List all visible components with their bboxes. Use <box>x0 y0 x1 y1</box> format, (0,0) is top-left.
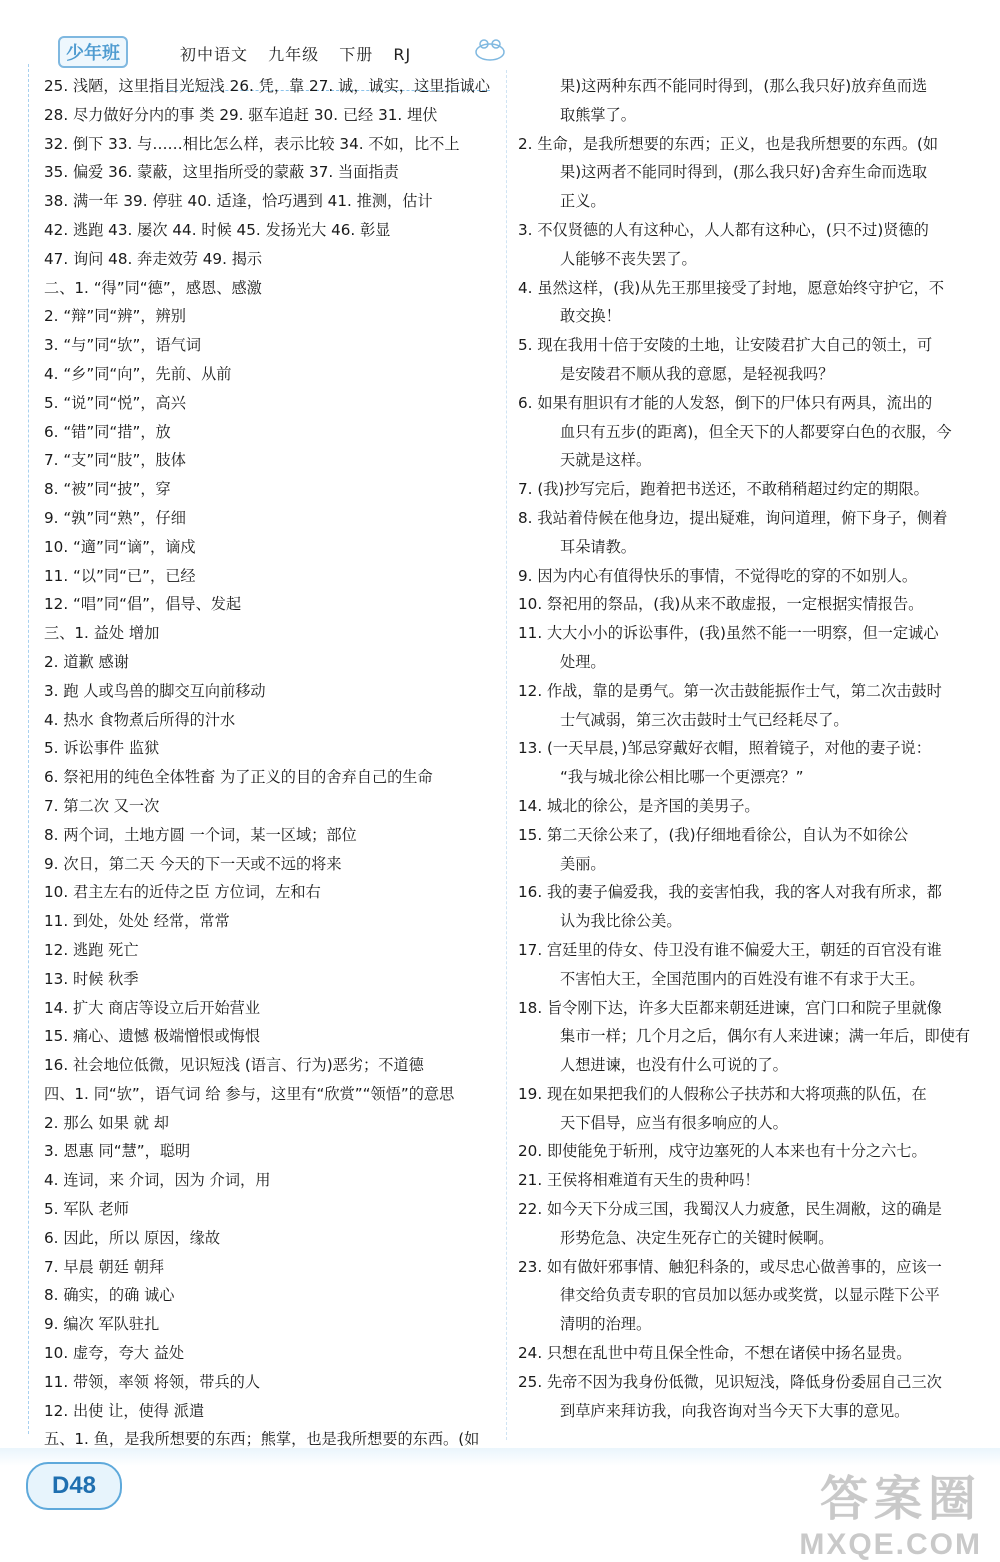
subject-label: 初中语文 <box>180 45 249 64</box>
answer-line: 19. 现在如果把我们的人假称公子扶苏和大将项燕的队伍，在 <box>518 1084 927 1103</box>
answer-line: 2. “辩”同“辨”，辨别 <box>44 307 186 326</box>
answer-line: 士气减弱，第三次击鼓时士气已经耗尽了。 <box>560 710 849 729</box>
answer-line: 14. 扩大 商店等设立后开始营业 <box>44 998 261 1017</box>
answer-line: 28. 尽力做好分内的事 类 29. 驱车追赶 30. 已经 31. 埋伏 <box>44 105 438 124</box>
answer-line: 律交给负责专职的官员加以惩办或奖赏，以显示陛下公平 <box>560 1286 940 1305</box>
answer-line: 认为我比徐公美。 <box>560 912 682 931</box>
answer-line: 不害怕大王，全国范围内的百姓没有谁不有求于大王。 <box>560 969 925 988</box>
answer-line: 13. (一天早晨，)邹忌穿戴好衣帽，照着镜子，对他的妻子说： <box>518 739 931 758</box>
cartoon-decoration-icon <box>470 36 510 62</box>
answer-line: 形势危急、决定生死存亡的关键时候啊。 <box>560 1228 834 1247</box>
answer-line: 12. 作战，靠的是勇气。第一次击鼓能振作士气，第二次击鼓时 <box>518 681 942 700</box>
answer-line: 12. 逃跑 死亡 <box>44 940 139 959</box>
answer-line: 16. 社会地位低微，见识短浅 (语言、行为)恶劣；不道德 <box>44 1056 424 1075</box>
answer-line: 14. 城北的徐公，是齐国的美男子。 <box>518 796 760 815</box>
answer-line: 9. “孰”同“熟”，仔细 <box>44 508 186 527</box>
answer-line: 7. (我)抄写完后，跑着把书送还，不敢稍稍超过约定的期限。 <box>518 480 929 499</box>
answer-line: 3. 跑 人或鸟兽的脚交互向前移动 <box>44 681 266 700</box>
answer-line: 敢交换！ <box>560 307 621 326</box>
site-watermark <box>799 1472 982 1562</box>
answer-line: 15. 痛心、遗憾 极端憎恨或悔恨 <box>44 1027 261 1046</box>
answer-line: 2. 那么 如果 就 却 <box>44 1113 169 1132</box>
answer-line: 清明的治理。 <box>560 1315 652 1334</box>
answer-line: 38. 满一年 39. 停驻 40. 适逢，恰巧遇到 41. 推测，估计 <box>44 192 433 211</box>
answer-line: 耳朵请教。 <box>560 537 636 556</box>
answer-line: “我与城北徐公相比哪一个更漂亮？” <box>560 768 804 787</box>
answer-line: 6. 祭祀用的纯色全体牲畜 为了正义的目的舍弃自己的生命 <box>44 768 433 787</box>
answer-line: 2. 道歉 感谢 <box>44 652 129 671</box>
answer-line: 是安陵君不顺从我的意愿，是轻视我吗？ <box>560 364 834 383</box>
answer-line: 22. 如今天下分成三国，我蜀汉人力疲惫，民生凋敝，这的确是 <box>518 1200 942 1219</box>
answer-line: 集市一样；几个月之后，偶尔有人来进谏；满一年后，即使有 <box>560 1027 971 1046</box>
answer-line: 四、1. 同“欤”，语气词 给 参与，这里有“欣赏”“领悟”的意思 <box>44 1084 455 1103</box>
answer-line: 天下倡导，应当有很多响应的人。 <box>560 1113 788 1132</box>
answer-line: 23. 如有做奸邪事情、触犯科条的，或尽忠心做善事的，应该一 <box>518 1257 942 1276</box>
watermark-url: MXQE.COM <box>799 1528 982 1561</box>
answer-line: 4. 虽然这样，(我)从先王那里接受了封地，愿意始终守护它，不 <box>518 278 945 297</box>
answer-line: 人想进谏，也没有什么可说的了。 <box>560 1056 788 1075</box>
answer-line: 16. 我的妻子偏爱我，我的妾害怕我，我的客人对我有所求，都 <box>518 883 942 902</box>
answer-line: 24. 只想在乱世中苟且保全性命，不想在诸侯中扬名显贵。 <box>518 1344 912 1363</box>
answer-line: 8. 确实，的确 诚心 <box>44 1286 175 1305</box>
answer-line: 20. 即使能免于斩刑，戍守边塞死的人本来也有十分之六七。 <box>518 1142 927 1161</box>
answer-line: 12. “唱”同“倡”，倡导、发起 <box>44 595 242 614</box>
answer-line: 35. 偏爱 36. 蒙蔽，这里指所受的蒙蔽 37. 当面指责 <box>44 163 399 182</box>
term-label: 下册 <box>339 45 374 64</box>
answer-line: 6. “错”同“措”，放 <box>44 422 171 441</box>
answer-line: 8. “被”同“披”，穿 <box>44 480 171 499</box>
answer-line: 人能够不丧失罢了。 <box>560 249 697 268</box>
answer-line: 5. “说”同“悦”，高兴 <box>44 393 186 412</box>
answer-line: 7. 早晨 朝廷 朝拜 <box>44 1257 165 1276</box>
watermark-logo-text: 答案圈 <box>819 1473 982 1526</box>
answer-line: 10. “適”同“谪”，谪戍 <box>44 537 196 556</box>
answer-line: 11. 大大小小的诉讼事件，(我)虽然不能一一明察，但一定诚心 <box>518 624 939 643</box>
answer-line: 到草庐来拜访我，向我咨询对当今天下大事的意见。 <box>560 1401 910 1420</box>
answer-line: 取熊掌了。 <box>560 105 636 124</box>
answer-line: 正义。 <box>560 192 606 211</box>
answer-line: 18. 旨令刚下达，许多大臣都来朝廷进谏，宫门口和院子里就像 <box>518 998 942 1017</box>
answer-line: 25. 浅陋，这里指目光短浅 26. 凭，靠 27. 诚，诚实，这里指诚心 <box>44 77 490 95</box>
answer-line: 47. 询问 48. 奔走效劳 49. 揭示 <box>44 249 263 268</box>
answer-line: 7. 第二次 又一次 <box>44 796 160 815</box>
book-info <box>180 42 425 65</box>
brand-logo: 少年班 <box>58 36 128 68</box>
answer-line: 3. “与”同“欤”，语气词 <box>44 336 202 355</box>
answer-line: 11. 带领，率领 将领，带兵的人 <box>44 1372 261 1391</box>
answer-line: 15. 第二天徐公来了，(我)仔细地看徐公，自认为不如徐公 <box>518 825 909 844</box>
page-number-badge: D48 <box>26 1462 122 1510</box>
answer-line: 25. 先帝不因为我身份低微，见识短浅，降低身份委屈自己三次 <box>518 1372 942 1391</box>
answer-line: 6. 如果有胆识有才能的人发怒，倒下的尸体只有两具，流出的 <box>518 393 933 412</box>
answer-line: 10. 君主左右的近侍之臣 方位词，左和右 <box>44 883 321 902</box>
answer-line: 13. 时候 秋季 <box>44 969 139 988</box>
answer-line: 6. 因此，所以 原因，缘故 <box>44 1228 221 1247</box>
answer-line: 三、1. 益处 增加 <box>44 624 160 643</box>
answer-line: 10. 虚夸，夸大 益处 <box>44 1344 185 1363</box>
answer-column-left <box>44 72 500 1454</box>
answer-line: 5. 诉讼事件 监狱 <box>44 739 160 758</box>
answer-line: 8. 两个词，土地方圆 一个词，某一区域；部位 <box>44 825 357 844</box>
answer-line: 5. 现在我用十倍于安陵的土地，让安陵君扩大自己的领土，可 <box>518 336 933 355</box>
answer-line: 17. 宫廷里的侍女、侍卫没有谁不偏爱大王，朝廷的百官没有谁 <box>518 940 942 959</box>
answer-line: 9. 因为内心有值得快乐的事情，不觉得吃的穿的不如别人。 <box>518 566 918 585</box>
answer-line: 42. 逃跑 43. 屡次 44. 时候 45. 发扬光大 46. 彰显 <box>44 220 391 239</box>
answer-line: 4. 热水 食物煮后所得的汁水 <box>44 710 236 729</box>
answer-line: 5. 军队 老师 <box>44 1200 129 1219</box>
answer-line: 3. 恩惠 同“慧”，聪明 <box>44 1142 191 1161</box>
footer-band <box>0 1448 1000 1466</box>
answer-line: 8. 我站着侍候在他身边，提出疑难，询问道理，俯下身子，侧着 <box>518 508 948 527</box>
answer-line: 2. 生命，是我所想要的东西；正义，也是我所想要的东西。(如 <box>518 134 939 153</box>
answer-line: 处理。 <box>560 652 606 671</box>
answer-line: 12. 出使 让，使得 派遣 <box>44 1401 205 1420</box>
answer-line: 天就是这样。 <box>560 451 652 470</box>
answer-line: 11. “以”同“已”，已经 <box>44 566 196 585</box>
answer-line: 32. 倒下 33. 与……相比怎么样，表示比较 34. 不如，比不上 <box>44 134 460 153</box>
answer-line: 3. 不仅贤德的人有这种心，人人都有这种心，(只不过)贤德的 <box>518 220 929 239</box>
answer-line: 4. 连词，来 介词，因为 介词，用 <box>44 1171 271 1190</box>
answer-line: 9. 次日，第二天 今天的下一天或不远的将来 <box>44 854 342 873</box>
answer-line: 血只有五步(的距离)，但全天下的人都要穿白色的衣服，今 <box>560 422 952 441</box>
answer-line: 10. 祭祀用的祭品，(我)从来不敢虚报，一定根据实情报告。 <box>518 595 924 614</box>
answer-line: 二、1. “得”同“德”，感恩、感激 <box>44 278 262 297</box>
answer-line: 7. “支”同“肢”，肢体 <box>44 451 186 470</box>
edition-label: RJ <box>393 45 412 64</box>
answer-line: 11. 到处，处处 经常，常常 <box>44 912 230 931</box>
answer-line: 五、1. 鱼，是我所想要的东西；熊掌，也是我所想要的东西。(如 <box>44 1430 480 1449</box>
answer-line: 21. 王侯将相难道有天生的贵种吗！ <box>518 1171 760 1190</box>
answer-column-right <box>518 72 970 1425</box>
grade-label: 九年级 <box>268 45 320 64</box>
answer-line: 果)这两种东西不能同时得到，(那么我只好)放弃鱼而选 <box>560 77 928 95</box>
answer-line: 9. 编次 军队驻扎 <box>44 1315 160 1334</box>
answer-line: 果)这两者不能同时得到，(那么我只好)舍弃生命而选取 <box>560 163 928 182</box>
column-divider <box>506 70 507 1440</box>
answer-line: 4. “乡”同“向”，先前、从前 <box>44 364 232 383</box>
answer-line: 美丽。 <box>560 854 606 873</box>
